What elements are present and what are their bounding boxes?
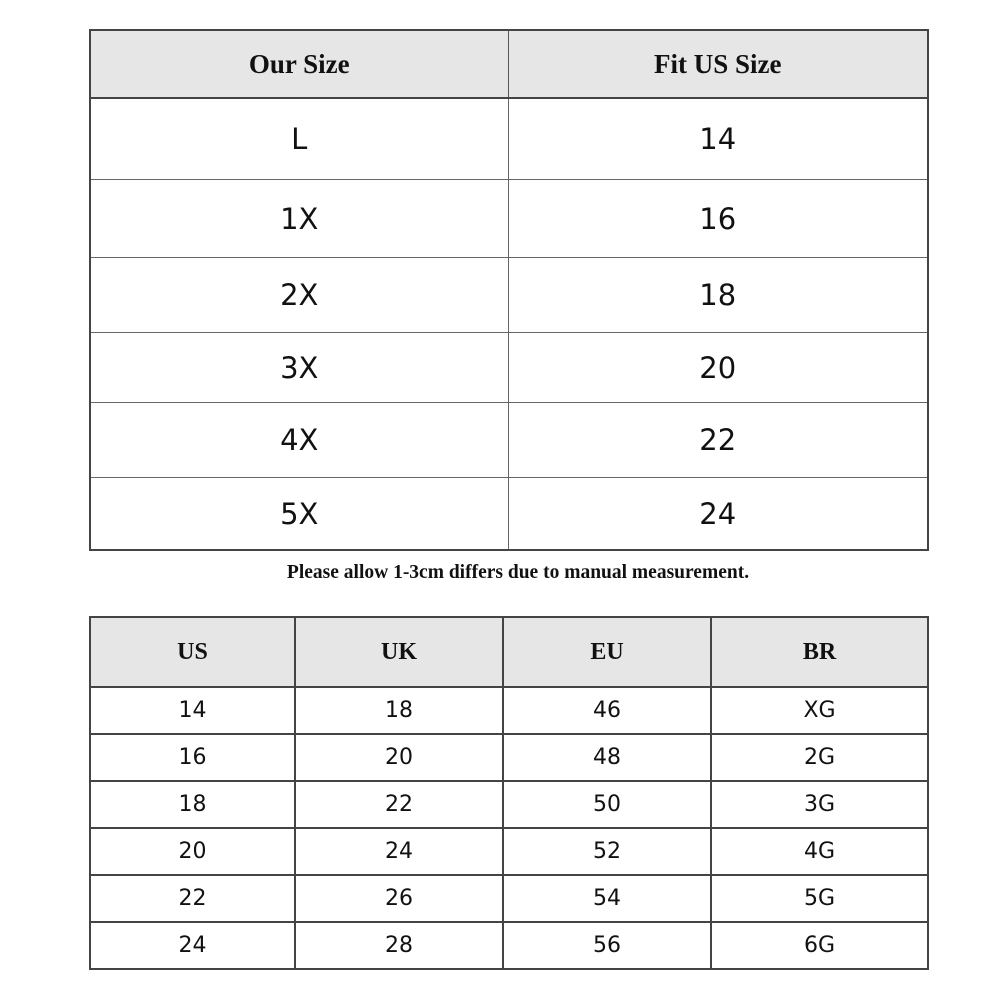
header-us: US bbox=[90, 617, 295, 687]
table-header-row bbox=[90, 617, 928, 687]
table-header-row bbox=[90, 30, 928, 98]
us-cell: 22 bbox=[90, 875, 295, 922]
br-cell: XG bbox=[711, 687, 928, 734]
us-cell: 14 bbox=[90, 687, 295, 734]
eu-cell: 46 bbox=[503, 687, 711, 734]
us-cell: 18 bbox=[90, 781, 295, 828]
us-size-cell: 14 bbox=[508, 98, 928, 180]
br-cell: 2G bbox=[711, 734, 928, 781]
table-row bbox=[90, 828, 928, 875]
table-row bbox=[90, 258, 928, 333]
table-row bbox=[90, 875, 928, 922]
us-size-cell: 24 bbox=[508, 478, 928, 551]
br-cell: 4G bbox=[711, 828, 928, 875]
table-row bbox=[90, 687, 928, 734]
our-size-cell: 2X bbox=[90, 258, 508, 333]
our-size-cell: 5X bbox=[90, 478, 508, 551]
table-row bbox=[90, 734, 928, 781]
br-cell: 3G bbox=[711, 781, 928, 828]
br-cell: 5G bbox=[711, 875, 928, 922]
uk-cell: 26 bbox=[295, 875, 503, 922]
table-row bbox=[90, 333, 928, 403]
us-size-cell: 22 bbox=[508, 403, 928, 478]
table-row bbox=[90, 781, 928, 828]
our-size-cell: L bbox=[90, 98, 508, 180]
uk-cell: 20 bbox=[295, 734, 503, 781]
uk-cell: 22 bbox=[295, 781, 503, 828]
uk-cell: 24 bbox=[295, 828, 503, 875]
uk-cell: 18 bbox=[295, 687, 503, 734]
our-size-cell: 1X bbox=[90, 180, 508, 258]
table-row bbox=[90, 478, 928, 551]
table-row bbox=[90, 403, 928, 478]
us-size-cell: 20 bbox=[508, 333, 928, 403]
us-size-cell: 18 bbox=[508, 258, 928, 333]
measurement-note: Please allow 1-3cm differs due to manual measurement. bbox=[286, 562, 750, 583]
us-size-cell: 16 bbox=[508, 180, 928, 258]
our-size-cell: 4X bbox=[90, 403, 508, 478]
us-cell: 24 bbox=[90, 922, 295, 969]
table-row bbox=[90, 98, 928, 180]
header-fit-us-size: Fit US Size bbox=[508, 30, 928, 98]
eu-cell: 52 bbox=[503, 828, 711, 875]
us-cell: 20 bbox=[90, 828, 295, 875]
eu-cell: 50 bbox=[503, 781, 711, 828]
header-our-size: Our Size bbox=[90, 30, 508, 98]
region-size-table bbox=[89, 616, 929, 970]
eu-cell: 56 bbox=[503, 922, 711, 969]
table-row bbox=[90, 922, 928, 969]
eu-cell: 48 bbox=[503, 734, 711, 781]
us-cell: 16 bbox=[90, 734, 295, 781]
our-size-cell: 3X bbox=[90, 333, 508, 403]
table-row bbox=[90, 180, 928, 258]
header-eu: EU bbox=[503, 617, 711, 687]
header-br: BR bbox=[711, 617, 928, 687]
uk-cell: 28 bbox=[295, 922, 503, 969]
br-cell: 6G bbox=[711, 922, 928, 969]
header-uk: UK bbox=[295, 617, 503, 687]
size-conversion-table bbox=[89, 29, 929, 551]
eu-cell: 54 bbox=[503, 875, 711, 922]
